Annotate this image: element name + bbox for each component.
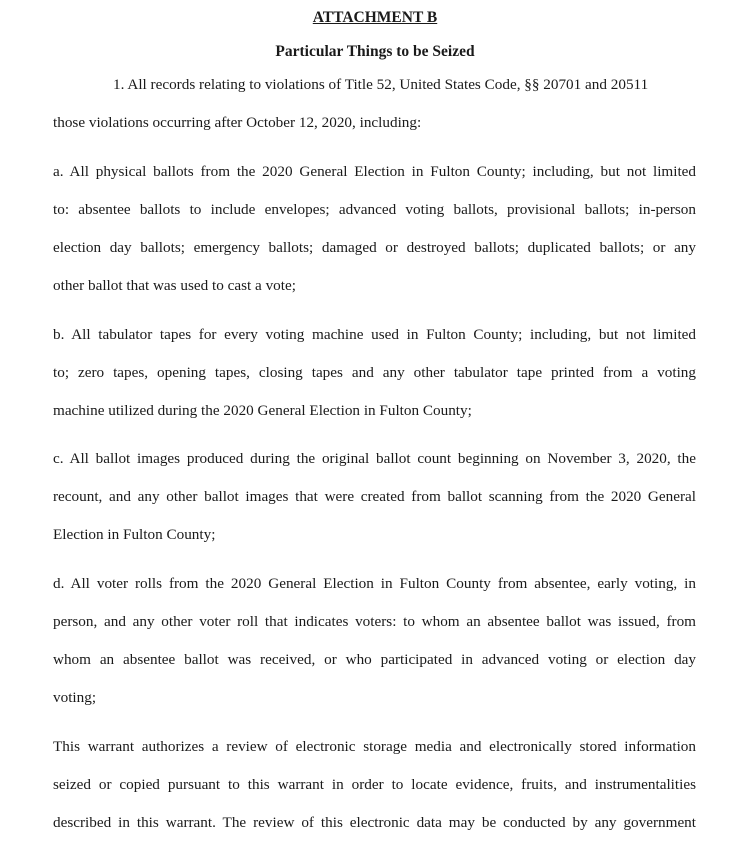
- document-subtitle: Particular Things to be Seized: [275, 43, 475, 60]
- paragraph-line: c. All ballot images produced during the original ballot count beginning on November 3, 2020, the: [53, 450, 696, 467]
- paragraph-line: described in this warrant. The review of this electronic data may be conducted by any government: [53, 814, 696, 831]
- item-b-paragraph: [53, 316, 696, 430]
- paragraph-line: election day ballots; emergency ballots; damaged or destroyed ballots; duplicated ballots; or any: [53, 239, 696, 256]
- item-a-paragraph: [53, 153, 696, 305]
- paragraph-line: person, and any other voter roll that indicates voters: to whom an absentee ballot was issued, from: [53, 613, 696, 630]
- paragraph-line: Election in Fulton County;: [53, 526, 216, 543]
- paragraph-line: whom an absentee ballot was received, or who participated in advanced voting or election day: [53, 651, 696, 668]
- paragraph-line: d. All voter rolls from the 2020 General Election in Fulton County from absentee, early voting, in: [53, 575, 696, 592]
- paragraph-line: to: absentee ballots to include envelopes; advanced voting ballots, provisional ballots; in-person: [53, 201, 696, 218]
- document-title: ATTACHMENT B: [312, 9, 438, 26]
- paragraph-line: 1. All records relating to violations of Title 52, United States Code, §§ 20701 and 20511: [113, 76, 649, 93]
- intro-paragraph: [53, 66, 696, 142]
- item-d-paragraph: [53, 565, 696, 717]
- paragraph-line: voting;: [53, 689, 97, 706]
- paragraph-line: to; zero tapes, opening tapes, closing tapes and any other tabulator tape printed from a voting: [53, 364, 696, 381]
- paragraph-line: those violations occurring after October 12, 2020, including:: [53, 114, 422, 131]
- paragraph-line: seized or copied pursuant to this warrant in order to locate evidence, fruits, and instrumentalities: [53, 776, 696, 793]
- item-c-paragraph: [53, 440, 696, 554]
- paragraph-line: a. All physical ballots from the 2020 General Election in Fulton County; including, but not limited: [53, 163, 696, 180]
- paragraph-line: recount, and any other ballot images that were created from ballot scanning from the 2020 General: [53, 488, 696, 505]
- paragraph-line: machine utilized during the 2020 General Election in Fulton County;: [53, 402, 472, 419]
- paragraph-line: b. All tabulator tapes for every voting machine used in Fulton County; including, but not limited: [53, 326, 696, 343]
- paragraph-line: other ballot that was used to cast a vote;: [53, 277, 296, 294]
- closing-paragraph: [53, 728, 696, 842]
- paragraph-line: This warrant authorizes a review of electronic storage media and electronically stored information: [53, 738, 696, 755]
